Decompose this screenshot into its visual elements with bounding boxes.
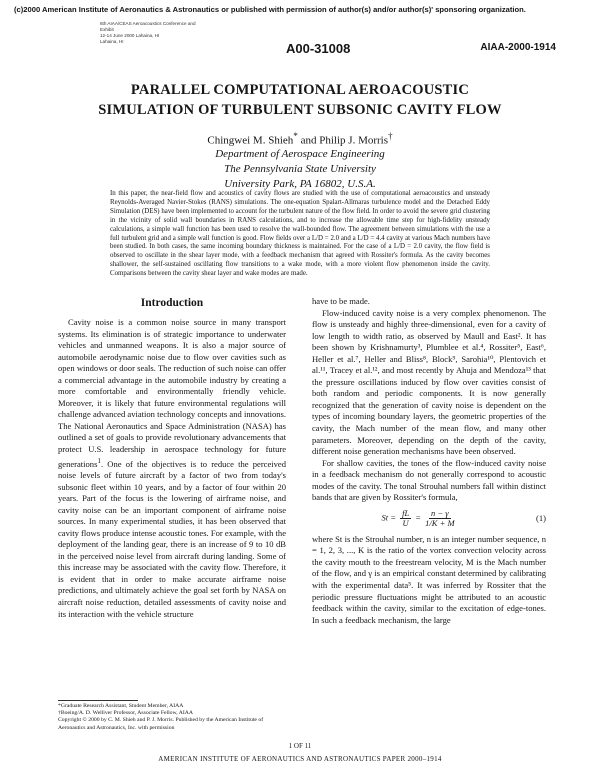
paragraph-text: Cavity noise is a common noise source in many transport systems. Its elimination is of strategic importance to underwater vehicles and unmanned weapons. It is also a major source of automobile aerodynamic noise due to flow over cavities such as open windows or door seals. The reduction of such noise can offer a commercial advantage in the automobile industry by creating a more comfortable and environmentally friendly vehicle. Moreover, it is likely that future environmental regulations will challenge advanced aviation technology concepts and innovations. The National Aeronautics and Space Administration (NASA) has outlined a set of goals to provide revolutionary advancements that protect U.S. leadership in aerospace technology for future generations [58, 317, 286, 469]
author-name: Philip J. Morris [319, 134, 389, 147]
title-line: SIMULATION OF TURBULENT SUBSONIC CAVITY FLOW [98, 102, 502, 118]
denominator: 1/K + M [425, 518, 455, 529]
numerator: fL [402, 508, 410, 519]
fraction [400, 509, 411, 528]
copyright-banner: (c)2000 American Institute of Aeronautics & Astronautics or published with permission of author(s) and/or author(s)' sponsoring organization. [14, 5, 526, 14]
paper-number: AIAA-2000-1914 [480, 42, 556, 53]
paper-title [40, 80, 560, 120]
conference-line: 12-14 June 2000 Lahaina, HI [100, 33, 160, 38]
department: Department of Aerospace Engineering [215, 148, 385, 160]
right-column [312, 296, 546, 626]
author-name: Chingwei M. Shieh [207, 134, 294, 147]
footer-society-line: AMERICAN INSTITUTE OF AERONAUTICS AND ASTRONAUTICS PAPER 2000–1914 [158, 755, 442, 763]
paragraph-text: . One of the objectives is to reduce the perceived noise levels of future aircraft by a factor of two from today's subsonic fleet within 10 years, and by a factor of four within 20 years. Part of the focus is the lowering of airframe noise, and cavity noise can be an important component of airframe noise sources. In many experimental studies, it has been observed that cavity flows produce intense acoustic tones. For example, with the deployment of the landing gear, there is an increase of 9 to 10 dB in the perceived noise level from aircraft during landing. Some of this increase may be associated with the cavity flow. Therefore, it is evident that in order to make accurate airframe noise predictions, and ultimately achieve the goal set forth by NASA on aircraft noise reduction, detailed assessments of cavity noise and its interaction with the vehicle structure [58, 458, 286, 619]
abstract: In this paper, the near-field flow and acoustics of cavity flows are studied with the use of computational aeroacoustics and unsteady Reynolds-Averaged Navier-Stokes (RANS) simulations. The one-equation Spalart-Allmaras turbulence model and the Detached Eddy Simulation (DES) have been implemented to account for the turbulent nature of the flow field. In order to avoid the severe grid clustering in the vicinity of solid wall boundaries in RANS calculations, and to increase the allowable time step for high-fidelity unsteady calculations, a simple wall function has been used to resolve the wall-bounded flow. The agreement between simulations with the use a full turbulent grid and a simple wall function is good. Flow fields over a L/D = 2.0 and a L/D = 4.4 cavity at various Mach numbers have been studied. In both cases, the same incoming boundary thickness is maintained. For the case of a L/D = 2.0 cavity, the flow field is observed to oscillate in the shear layer mode, with a feedback mechanism that agreed with Rossiter's formula. As the cavity becomes shallower, the self-sustained oscillating flow transitions to a wake mode, with a more violent flow phenomenon inside the cavity. Comparisons between the cavity shear layer and wake modes are made. [110, 190, 490, 278]
fraction [425, 509, 454, 528]
reference-mark: 1 [97, 456, 101, 465]
paragraph [58, 317, 286, 620]
paragraph: have to be made. [312, 296, 370, 306]
paragraph: For shallow cavities, the tones of the flow-induced cavity noise in a feedback mechanism do not generally correspond to acoustic modes of the cavity. The tonal Strouhal numbers fall within distinct bands that are given by Rossiter's formula, [312, 457, 546, 503]
rossiter-equation [312, 509, 546, 529]
denominator: U [402, 518, 409, 529]
left-column [58, 296, 286, 620]
equals-sign: = [413, 512, 424, 523]
university: The Pennsylvania State University [224, 163, 376, 175]
footnote: Copyright © 2000 by C. M. Shieh and P. J. Morris. Published by the American Institute of Aeronautics and Astronautics, Inc. with permission [58, 717, 264, 731]
page-number: 1 OF 11 [288, 742, 312, 750]
footnote-rule [58, 700, 138, 701]
conference-line: Exhibit [100, 27, 114, 32]
accession-stamp: A00-31008 [286, 41, 351, 56]
conference-line: 6th AIAA/CEAS Aeroacoustics Conference and [100, 21, 196, 26]
footnotes [58, 703, 286, 732]
footnote-mark: * [293, 131, 298, 141]
affiliation [40, 147, 560, 192]
author-conjunction: and [300, 134, 317, 147]
equation-lhs: St = [381, 512, 399, 523]
location: University Park, PA 16802, U.S.A. [224, 178, 376, 190]
footnote: †Boeing/A. D. Welliver Professor, Associate Fellow, AIAA [58, 710, 194, 717]
author-line [40, 131, 560, 147]
numerator: n − γ [431, 508, 449, 519]
title-line: PARALLEL COMPUTATIONAL AEROACOUSTIC [130, 82, 470, 98]
paragraph: where St is the Strouhal number, n is an integer number sequence, n = 1, 2, 3, ..., K is the ratio of the vortex convection velocity across the cavity mouth to the freestream velocity, M is the Mach number of the flow, and γ is an empirical constant determined by calibrating with the experimental data⁵. It was inferred by Rossiter that the periodic pressure fluctuations might be attributed to an acoustic feedback within the cavity, similar to the excitation of edge-tones. In such a feedback mechanism, the large [312, 533, 546, 625]
paragraph: Flow-induced cavity noise is a very complex phenomenon. The flow is unsteady and highly three-dimensional, even for a cavity of low length to width ratio, as observed by Maull and East². It has been shown by Krishnamurty³, Plumblee et al.⁴, Rossiter⁵, East⁶, Heller et al.⁷, Heller and Bliss⁸, Block⁹, Sarohia¹⁰, Plentovich et al.¹¹, Tracey et al.¹², and most recently by Ahuja and Mendoza¹³ that the pressure oscillations induced by flow over cavities consist of both random and periodic components. It is now generally recognized that the generation of cavity noise is dependent on the types of incoming boundary layers, the geometric properties of the cavity, the Mach number of the mean flow, and many other parameters. Moreover, depending on the depth of the cavity, different noise generation mechanisms have been observed. [312, 307, 546, 457]
footnote: *Graduate Research Assistant, Student Member, AIAA [58, 703, 184, 709]
section-heading: Introduction [140, 297, 204, 309]
conference-line: Lahaina, HI [100, 39, 124, 44]
conference-info [100, 21, 260, 45]
equation-number: (1) [536, 513, 546, 524]
equation-body [312, 509, 526, 528]
footnote-mark: † [388, 131, 393, 141]
